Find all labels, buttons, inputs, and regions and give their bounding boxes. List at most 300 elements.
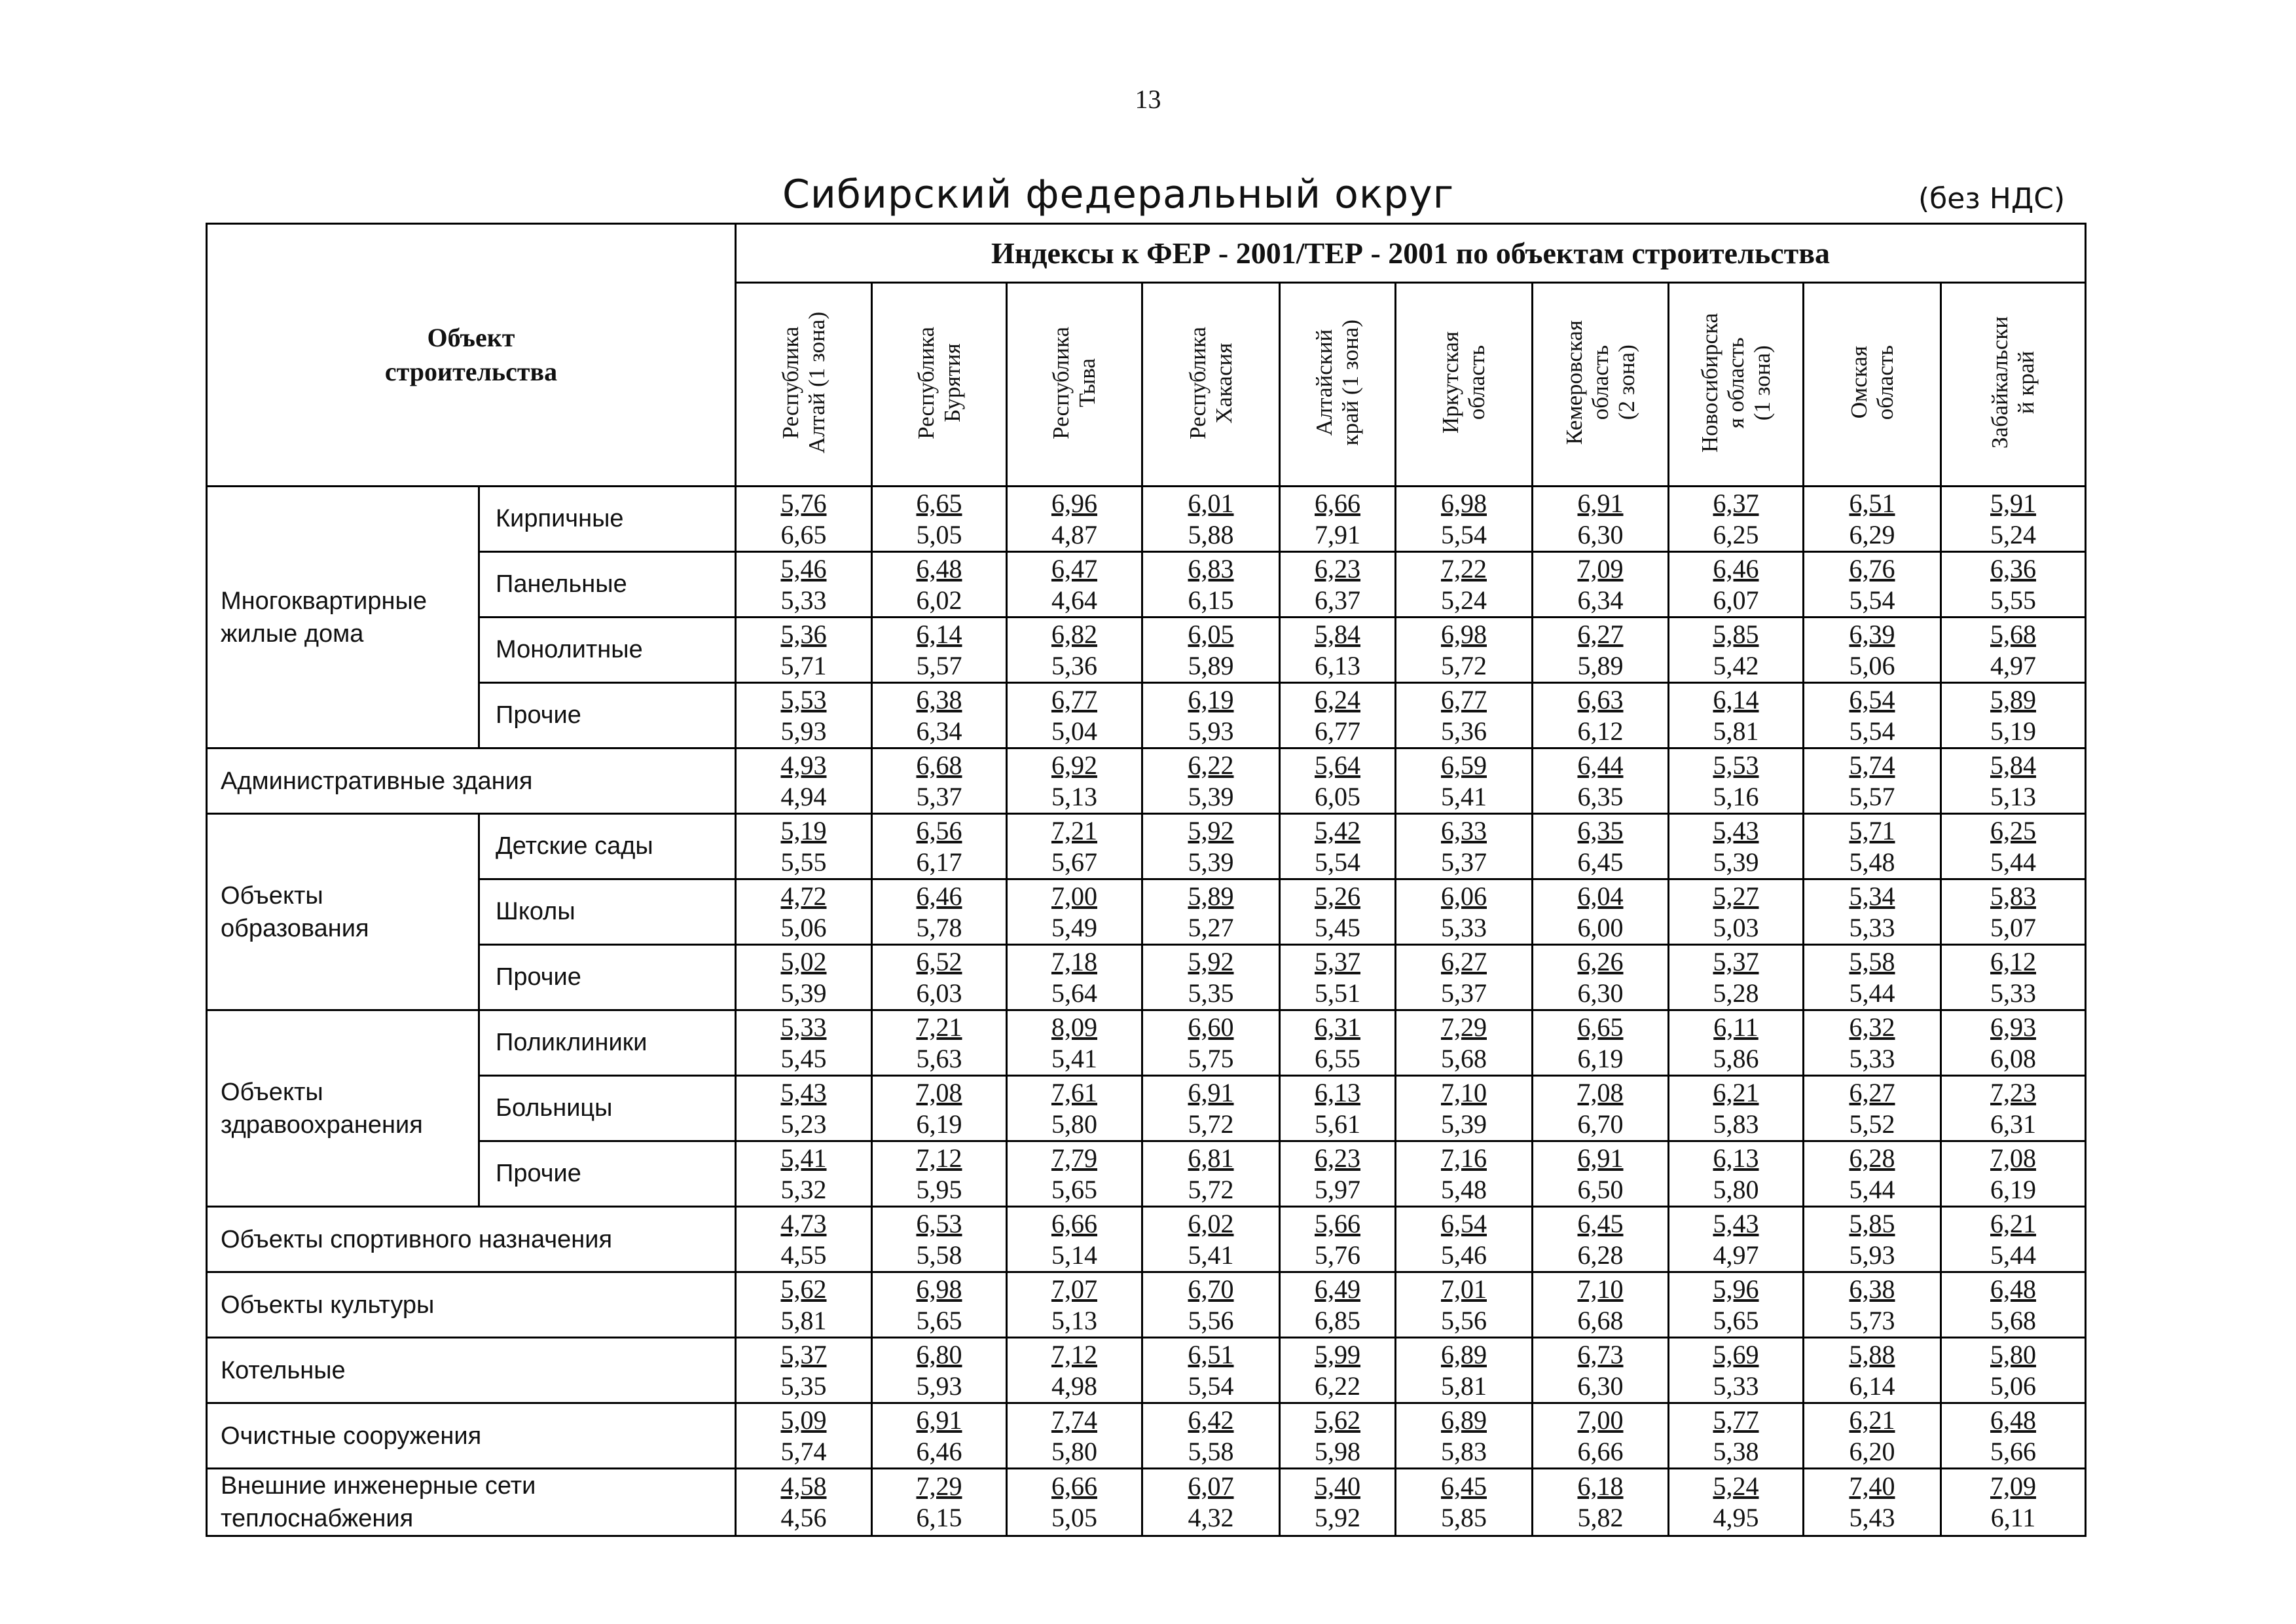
index-value-bottom: 6,30 [1577, 1371, 1624, 1401]
index-value-top: 6,59 [1441, 750, 1487, 780]
index-cell [1533, 748, 1669, 814]
index-value-top: 6,47 [1051, 553, 1097, 583]
index-value-top: 6,89 [1441, 1339, 1487, 1369]
region-header [1280, 283, 1396, 487]
index-value-top: 6,27 [1441, 946, 1487, 976]
index-value-top: 5,68 [1990, 619, 2037, 649]
index-value-bottom: 6,77 [1315, 716, 1360, 746]
index-cell [1280, 748, 1396, 814]
index-value-top: 5,91 [1990, 488, 2037, 518]
index-value-bottom: 5,43 [1849, 1503, 1895, 1532]
index-value-top: 6,37 [1713, 488, 1759, 518]
index-value-bottom: 6,05 [1315, 781, 1360, 811]
subgroup-label: Детские сады [479, 814, 736, 879]
index-value-top: 6,76 [1849, 553, 1895, 583]
index-value-bottom: 6,30 [1577, 978, 1624, 1008]
index-value-bottom: 5,58 [916, 1240, 962, 1270]
index-cell [1007, 1338, 1142, 1403]
index-value-top: 5,71 [1849, 815, 1895, 845]
subgroup-label: Кирпичные [479, 487, 736, 552]
index-value-bottom: 5,89 [1577, 650, 1624, 680]
index-cell [1941, 1469, 2086, 1536]
index-value-top: 6,13 [1713, 1143, 1759, 1173]
region-header-label: Забайкальски й край [1987, 316, 2039, 449]
index-value-top: 6,91 [916, 1405, 962, 1435]
index-cell [1533, 552, 1669, 618]
index-cell [1142, 618, 1280, 683]
index-value-bottom: 6,11 [1990, 1503, 2036, 1532]
index-value-bottom: 5,39 [1188, 781, 1234, 811]
index-value-bottom: 6,14 [1849, 1371, 1895, 1401]
index-value-bottom: 5,44 [1990, 847, 2037, 877]
index-value-top: 6,98 [916, 1274, 962, 1304]
index-value-top: 7,21 [1051, 815, 1097, 845]
index-value-top: 4,73 [780, 1208, 827, 1238]
index-value-top: 6,66 [1315, 488, 1360, 518]
index-cell [1533, 1076, 1669, 1141]
index-cell [1396, 1076, 1533, 1141]
index-cell [1804, 618, 1941, 683]
index-value-top: 5,40 [1315, 1471, 1360, 1501]
group-label: Многоквартирные жилые дома [207, 487, 479, 748]
index-cell [872, 748, 1007, 814]
index-cell [736, 683, 872, 748]
index-value-bottom: 6,12 [1577, 716, 1624, 746]
index-value-top: 6,77 [1441, 684, 1487, 714]
index-value-bottom: 5,33 [1849, 912, 1895, 942]
region-header-label: Омская область [1846, 345, 1898, 420]
index-cell [1142, 1469, 1280, 1536]
index-cell [1533, 945, 1669, 1010]
index-cell [1669, 814, 1804, 879]
group-label: Очистные сооружения [207, 1403, 736, 1469]
index-value-bottom: 5,54 [1849, 716, 1895, 746]
index-cell [736, 945, 872, 1010]
index-cell [1669, 748, 1804, 814]
index-value-top: 6,65 [1577, 1012, 1624, 1042]
index-value-top: 5,37 [1315, 946, 1360, 976]
index-cell [1533, 1010, 1669, 1076]
index-value-top: 6,51 [1188, 1339, 1234, 1369]
index-cell [1007, 1141, 1142, 1207]
index-value-bottom: 5,06 [780, 912, 827, 942]
index-value-bottom: 5,65 [1713, 1305, 1759, 1335]
index-cell [1280, 1272, 1396, 1338]
index-value-bottom: 5,57 [916, 650, 962, 680]
index-value-bottom: 5,72 [1188, 1109, 1234, 1139]
index-cell [872, 814, 1007, 879]
index-value-bottom: 5,81 [1713, 716, 1759, 746]
index-cell [736, 1338, 872, 1403]
index-value-bottom: 5,33 [1441, 912, 1487, 942]
index-value-bottom: 4,56 [780, 1503, 827, 1532]
index-value-bottom: 5,88 [1188, 519, 1234, 549]
index-value-top: 6,42 [1188, 1405, 1234, 1435]
index-cell [736, 1207, 872, 1272]
index-value-top: 6,31 [1315, 1012, 1360, 1042]
index-value-bottom: 4,55 [780, 1240, 827, 1270]
index-value-bottom: 5,93 [780, 716, 827, 746]
index-value-top: 4,72 [780, 881, 827, 911]
region-header [1804, 283, 1941, 487]
index-value-bottom: 5,04 [1051, 716, 1097, 746]
region-header [1142, 283, 1280, 487]
index-value-top: 5,85 [1713, 619, 1759, 649]
index-cell [872, 618, 1007, 683]
index-value-bottom: 5,72 [1188, 1174, 1234, 1204]
index-value-top: 5,92 [1188, 946, 1234, 976]
region-header-label: Республика Тыва [1048, 326, 1100, 439]
index-value-bottom: 5,36 [1051, 650, 1097, 680]
index-value-top: 7,16 [1441, 1143, 1487, 1173]
index-cell [1669, 552, 1804, 618]
index-value-top: 5,89 [1990, 684, 2037, 714]
table-row [207, 1010, 2086, 1076]
index-value-bottom: 5,44 [1849, 1174, 1895, 1204]
index-value-bottom: 6,15 [1188, 585, 1234, 615]
index-value-top: 7,18 [1051, 946, 1097, 976]
index-cell [1396, 552, 1533, 618]
region-header [1941, 283, 2086, 487]
group-label: Объекты образования [207, 814, 479, 1010]
index-value-bottom: 5,06 [1849, 650, 1895, 680]
index-value-top: 7,09 [1577, 553, 1624, 583]
index-cell [1280, 1469, 1396, 1536]
index-value-top: 6,48 [916, 553, 962, 583]
index-value-top: 7,29 [916, 1471, 962, 1501]
index-value-bottom: 6,85 [1315, 1305, 1360, 1335]
index-cell [1280, 683, 1396, 748]
index-cell [1007, 683, 1142, 748]
index-value-bottom: 5,76 [1315, 1240, 1360, 1270]
subgroup-label: Панельные [479, 552, 736, 618]
index-value-top: 6,04 [1577, 881, 1624, 911]
index-cell [736, 1010, 872, 1076]
index-cell [736, 748, 872, 814]
index-value-bottom: 6,22 [1315, 1371, 1360, 1401]
index-cell [1142, 1076, 1280, 1141]
index-value-top: 6,89 [1441, 1405, 1487, 1435]
index-value-bottom: 5,93 [1188, 716, 1234, 746]
index-value-bottom: 5,06 [1990, 1371, 2037, 1401]
index-value-bottom: 6,17 [916, 847, 962, 877]
vat-note: (без НДС) [1918, 182, 2066, 215]
index-value-bottom: 6,20 [1849, 1436, 1895, 1466]
index-value-bottom: 6,55 [1315, 1043, 1360, 1073]
index-value-top: 5,36 [780, 619, 827, 649]
index-value-top: 5,27 [1713, 881, 1759, 911]
index-value-bottom: 5,66 [1990, 1436, 2037, 1466]
group-label: Котельные [207, 1338, 736, 1403]
index-value-bottom: 5,89 [1188, 650, 1234, 680]
index-cell [1804, 1076, 1941, 1141]
index-value-bottom: 7,91 [1315, 519, 1360, 549]
index-value-top: 7,10 [1441, 1077, 1487, 1107]
index-cell [1669, 945, 1804, 1010]
index-cell [1804, 683, 1941, 748]
index-cell [1941, 1207, 2086, 1272]
index-cell [872, 1403, 1007, 1469]
index-cell [1396, 618, 1533, 683]
index-cell [1804, 1010, 1941, 1076]
index-cell [1804, 945, 1941, 1010]
index-cell [1280, 487, 1396, 552]
index-value-top: 6,26 [1577, 946, 1624, 976]
index-value-top: 5,37 [1713, 946, 1759, 976]
index-value-bottom: 5,64 [1051, 978, 1097, 1008]
index-cell [1669, 1338, 1804, 1403]
index-value-bottom: 6,08 [1990, 1043, 2037, 1073]
index-cell [1007, 879, 1142, 945]
index-value-top: 6,83 [1188, 553, 1234, 583]
region-header [1007, 283, 1142, 487]
group-label: Объекты спортивного назначения [207, 1207, 736, 1272]
index-cell [1007, 552, 1142, 618]
index-value-bottom: 5,65 [916, 1305, 962, 1335]
group-label: Внешние инженерные сети теплоснабжения [207, 1469, 736, 1536]
index-value-top: 6,91 [1577, 488, 1624, 518]
index-value-bottom: 5,93 [1849, 1240, 1895, 1270]
index-value-top: 6,25 [1990, 815, 2037, 845]
index-value-bottom: 5,71 [780, 650, 827, 680]
index-value-bottom: 5,48 [1441, 1174, 1487, 1204]
index-value-top: 6,77 [1051, 684, 1097, 714]
index-value-top: 7,10 [1577, 1274, 1624, 1304]
index-value-top: 6,44 [1577, 750, 1624, 780]
index-cell [1280, 552, 1396, 618]
index-cell [736, 618, 872, 683]
index-value-bottom: 5,55 [1990, 585, 2037, 615]
index-value-bottom: 6,02 [916, 585, 962, 615]
index-value-top: 7,23 [1990, 1077, 2037, 1107]
subgroup-label: Монолитные [479, 618, 736, 683]
index-cell [1533, 1338, 1669, 1403]
index-cell [1669, 1403, 1804, 1469]
region-header [736, 283, 872, 487]
index-cell [1396, 1141, 1533, 1207]
index-value-bottom: 5,80 [1051, 1109, 1097, 1139]
index-value-bottom: 6,15 [916, 1503, 962, 1532]
table-row [207, 1338, 2086, 1403]
index-value-bottom: 4,97 [1713, 1240, 1759, 1270]
index-value-bottom: 5,45 [1315, 912, 1360, 942]
index-cell [1142, 552, 1280, 618]
region-header-label: Иркутская область [1438, 331, 1489, 434]
index-cell [1941, 1010, 2086, 1076]
index-value-top: 7,08 [1990, 1143, 2037, 1173]
table-row [207, 1141, 2086, 1207]
index-value-bottom: 5,57 [1849, 781, 1895, 811]
index-cell [1941, 683, 2086, 748]
index-value-bottom: 5,16 [1713, 781, 1759, 811]
index-value-top: 5,09 [780, 1405, 827, 1435]
index-cell [736, 1141, 872, 1207]
index-value-bottom: 5,41 [1441, 781, 1487, 811]
index-value-bottom: 5,05 [916, 519, 962, 549]
index-value-top: 6,14 [916, 619, 962, 649]
index-value-bottom: 5,46 [1441, 1240, 1487, 1270]
index-value-top: 6,49 [1315, 1274, 1360, 1304]
index-value-top: 6,07 [1188, 1471, 1234, 1501]
index-cell [872, 1141, 1007, 1207]
index-value-top: 6,05 [1188, 619, 1234, 649]
index-value-top: 6,98 [1441, 488, 1487, 518]
region-header-label: Кемеровская область (2 зона) [1561, 320, 1639, 445]
index-value-top: 6,45 [1577, 1208, 1624, 1238]
index-value-top: 6,36 [1990, 553, 2037, 583]
index-cell [1396, 1469, 1533, 1536]
index-cell [872, 945, 1007, 1010]
index-cell [1280, 1076, 1396, 1141]
index-cell [1396, 683, 1533, 748]
group-label: Административные здания [207, 748, 736, 814]
index-value-top: 7,08 [916, 1077, 962, 1107]
index-value-top: 6,27 [1849, 1077, 1895, 1107]
index-value-bottom: 5,39 [1188, 847, 1234, 877]
index-value-bottom: 6,29 [1849, 519, 1895, 549]
index-cell [1941, 618, 2086, 683]
index-value-bottom: 5,68 [1441, 1043, 1487, 1073]
index-value-top: 4,93 [780, 750, 827, 780]
index-cell [736, 1272, 872, 1338]
index-cell [1142, 1207, 1280, 1272]
index-cell [1804, 487, 1941, 552]
index-value-bottom: 5,13 [1990, 781, 2037, 811]
index-value-top: 7,21 [916, 1012, 962, 1042]
table-row [207, 1076, 2086, 1141]
index-value-bottom: 6,37 [1315, 585, 1360, 615]
index-value-top: 5,43 [1713, 815, 1759, 845]
index-value-top: 6,63 [1577, 684, 1624, 714]
index-cell [1533, 1469, 1669, 1536]
index-value-bottom: 5,38 [1713, 1436, 1759, 1466]
index-value-bottom: 5,52 [1849, 1109, 1895, 1139]
index-cell [1007, 814, 1142, 879]
index-value-bottom: 5,45 [780, 1043, 827, 1073]
index-value-top: 6,27 [1577, 619, 1624, 649]
index-value-bottom: 5,67 [1051, 847, 1097, 877]
index-value-bottom: 5,44 [1990, 1240, 2037, 1270]
index-cell [1669, 1010, 1804, 1076]
index-value-bottom: 5,03 [1713, 912, 1759, 942]
region-header [1669, 283, 1804, 487]
index-cell [1533, 879, 1669, 945]
index-value-top: 6,21 [1849, 1405, 1895, 1435]
index-value-bottom: 5,13 [1051, 781, 1097, 811]
table-row [207, 1207, 2086, 1272]
index-value-top: 6,98 [1441, 619, 1487, 649]
index-value-top: 5,92 [1188, 815, 1234, 845]
region-header-label: Алтайский край (1 зона) [1311, 320, 1363, 446]
index-cell [1941, 748, 2086, 814]
index-value-top: 7,07 [1051, 1274, 1097, 1304]
index-value-top: 5,88 [1849, 1339, 1895, 1369]
index-value-bottom: 5,95 [916, 1174, 962, 1204]
index-value-bottom: 4,98 [1051, 1371, 1097, 1401]
index-cell [736, 879, 872, 945]
index-value-bottom: 5,23 [780, 1109, 827, 1139]
index-cell [1280, 618, 1396, 683]
index-cell [1142, 814, 1280, 879]
index-value-bottom: 5,35 [780, 1371, 827, 1401]
index-cell [736, 814, 872, 879]
index-value-bottom: 5,37 [1441, 847, 1487, 877]
index-value-top: 6,21 [1990, 1208, 2037, 1238]
index-cell [1804, 1403, 1941, 1469]
subgroup-label: Школы [479, 879, 736, 945]
table-row [207, 487, 2086, 552]
index-value-top: 6,46 [1713, 553, 1759, 583]
index-value-bottom: 5,24 [1441, 585, 1487, 615]
index-value-top: 5,58 [1849, 946, 1895, 976]
index-cell [1007, 618, 1142, 683]
index-value-top: 5,76 [780, 488, 827, 518]
index-value-bottom: 5,80 [1051, 1436, 1097, 1466]
index-value-top: 7,00 [1577, 1405, 1624, 1435]
table-row [207, 879, 2086, 945]
index-cell [1007, 1207, 1142, 1272]
index-value-bottom: 6,28 [1577, 1240, 1624, 1270]
index-value-top: 6,66 [1051, 1471, 1097, 1501]
index-cell [1280, 1207, 1396, 1272]
index-cell [1142, 1010, 1280, 1076]
header-row [207, 224, 2086, 283]
index-value-bottom: 5,83 [1713, 1109, 1759, 1139]
group-label: Объекты здравоохранения [207, 1010, 479, 1207]
index-value-top: 7,01 [1441, 1274, 1487, 1304]
index-value-top: 6,38 [1849, 1274, 1895, 1304]
index-value-top: 6,66 [1051, 1208, 1097, 1238]
index-value-top: 6,32 [1849, 1012, 1895, 1042]
index-cell [1804, 748, 1941, 814]
index-value-bottom: 5,83 [1441, 1436, 1487, 1466]
index-value-top: 7,09 [1990, 1471, 2037, 1501]
index-value-bottom: 5,41 [1188, 1240, 1234, 1270]
index-value-top: 7,79 [1051, 1143, 1097, 1173]
index-cell [1669, 1272, 1804, 1338]
index-value-top: 5,74 [1849, 750, 1895, 780]
table-row [207, 1272, 2086, 1338]
region-header [872, 283, 1007, 487]
index-cell [1142, 1338, 1280, 1403]
table-row [207, 552, 2086, 618]
index-value-bottom: 6,50 [1577, 1174, 1624, 1204]
index-value-bottom: 6,68 [1577, 1305, 1624, 1335]
index-cell [872, 1010, 1007, 1076]
index-value-bottom: 5,78 [916, 912, 962, 942]
index-value-bottom: 5,81 [1441, 1371, 1487, 1401]
index-value-bottom: 6,31 [1990, 1109, 2037, 1139]
index-value-top: 6,82 [1051, 619, 1097, 649]
group-label: Объекты культуры [207, 1272, 736, 1338]
index-value-top: 6,53 [916, 1208, 962, 1238]
index-cell [1007, 1469, 1142, 1536]
table-row [207, 683, 2086, 748]
index-value-bottom: 4,95 [1713, 1503, 1759, 1532]
index-cell [1804, 814, 1941, 879]
index-value-bottom: 6,45 [1577, 847, 1624, 877]
index-cell [1007, 1076, 1142, 1141]
index-value-bottom: 5,56 [1188, 1305, 1234, 1335]
index-cell [1941, 945, 2086, 1010]
index-cell [1669, 1076, 1804, 1141]
index-cell [1142, 683, 1280, 748]
index-cell [872, 1076, 1007, 1141]
index-value-bottom: 5,33 [1990, 978, 2037, 1008]
index-cell [1280, 814, 1396, 879]
index-cell [736, 552, 872, 618]
table-row [207, 618, 2086, 683]
